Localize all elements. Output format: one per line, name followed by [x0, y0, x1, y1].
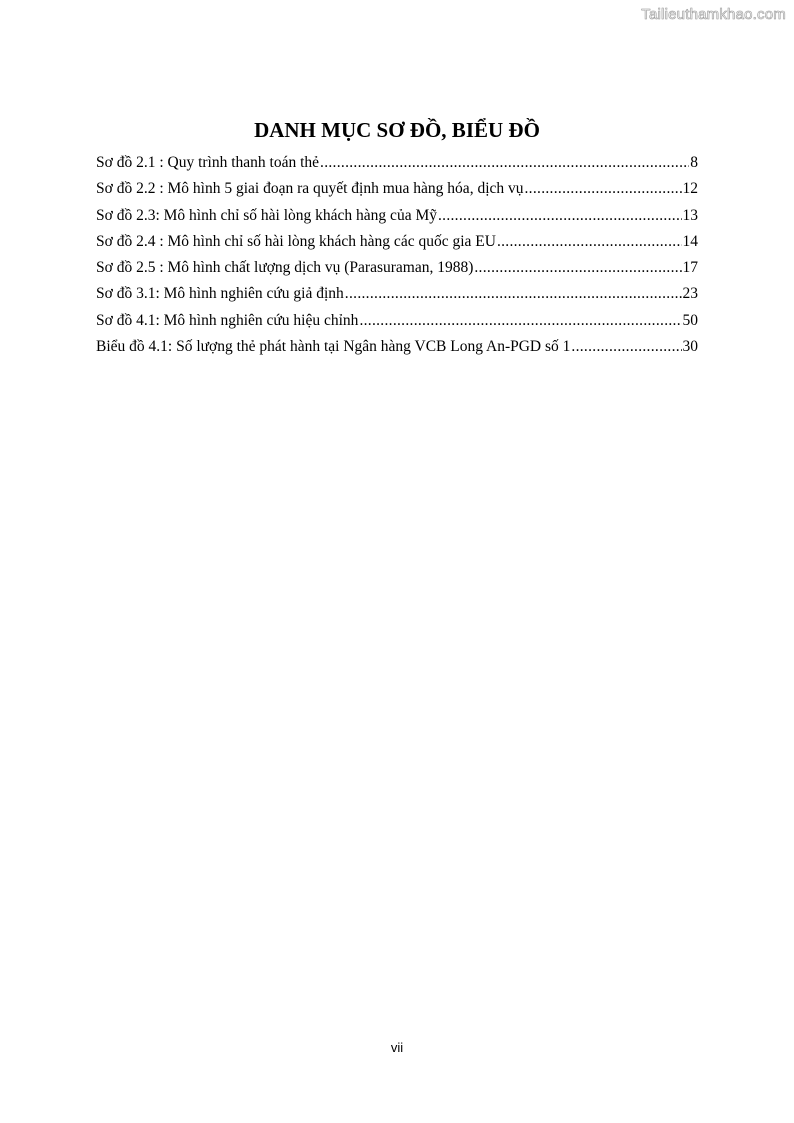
- toc-entry-label: Sơ đồ 4.1: Mô hình nghiên cứu hiệu chỉnh: [96, 311, 359, 329]
- toc-entry-label: Sơ đồ 2.4 : Mô hình chỉ số hài lòng khách hàng các quốc gia EU: [96, 232, 496, 250]
- toc-entry: [96, 334, 698, 360]
- toc-leader-dots: [345, 281, 682, 307]
- toc-entry-page: 30: [682, 338, 698, 356]
- toc-leader-dots: [571, 334, 681, 360]
- toc-entry-label: Sơ đồ 3.1: Mô hình nghiên cứu giả định: [96, 285, 344, 303]
- toc-list: [96, 150, 698, 360]
- toc-entry-label: Sơ đồ 2.3: Mô hình chỉ số hài lòng khách hàng của Mỹ: [96, 206, 437, 224]
- toc-entry-label: Biểu đồ 4.1: Số lượng thẻ phát hành tại Ngân hàng VCB Long An-PGD số 1: [96, 338, 571, 356]
- toc-entry-label: Sơ đồ 2.2 : Mô hình 5 giai đoạn ra quyết định mua hàng hóa, dịch vụ: [96, 180, 524, 198]
- toc-entry: [96, 176, 698, 202]
- toc-entry: [96, 255, 698, 281]
- toc-entry-page: 14: [682, 232, 698, 250]
- watermark-text: Tailieuthamkhao.com: [641, 6, 786, 23]
- toc-entry-label: Sơ đồ 2.1 : Quy trình thanh toán thẻ: [96, 154, 320, 171]
- toc-leader-dots: [320, 150, 689, 176]
- toc-entry-page: 12: [682, 180, 698, 198]
- toc-leader-dots: [438, 203, 682, 229]
- toc-entry: [96, 203, 698, 229]
- toc-entry-page: 8: [690, 154, 698, 171]
- toc-entry-page: 23: [682, 285, 698, 303]
- toc-leader-dots: [359, 308, 681, 334]
- toc-entry-page: 13: [682, 206, 698, 224]
- toc-entry: [96, 281, 698, 307]
- toc-entry: [96, 308, 698, 334]
- page-number: vii: [390, 1040, 404, 1055]
- toc-leader-dots: [474, 255, 681, 281]
- toc-entry: [96, 150, 698, 176]
- toc-entry: [96, 229, 698, 255]
- page-title: DANH MỤC SƠ ĐỒ, BIỂU ĐỒ: [254, 118, 540, 142]
- toc-entry-label: Sơ đồ 2.5 : Mô hình chất lượng dịch vụ (Parasuraman, 1988): [96, 259, 474, 277]
- toc-entry-page: 17: [682, 259, 698, 277]
- toc-leader-dots: [497, 229, 682, 255]
- toc-entry-page: 50: [682, 311, 698, 329]
- toc-leader-dots: [525, 176, 682, 202]
